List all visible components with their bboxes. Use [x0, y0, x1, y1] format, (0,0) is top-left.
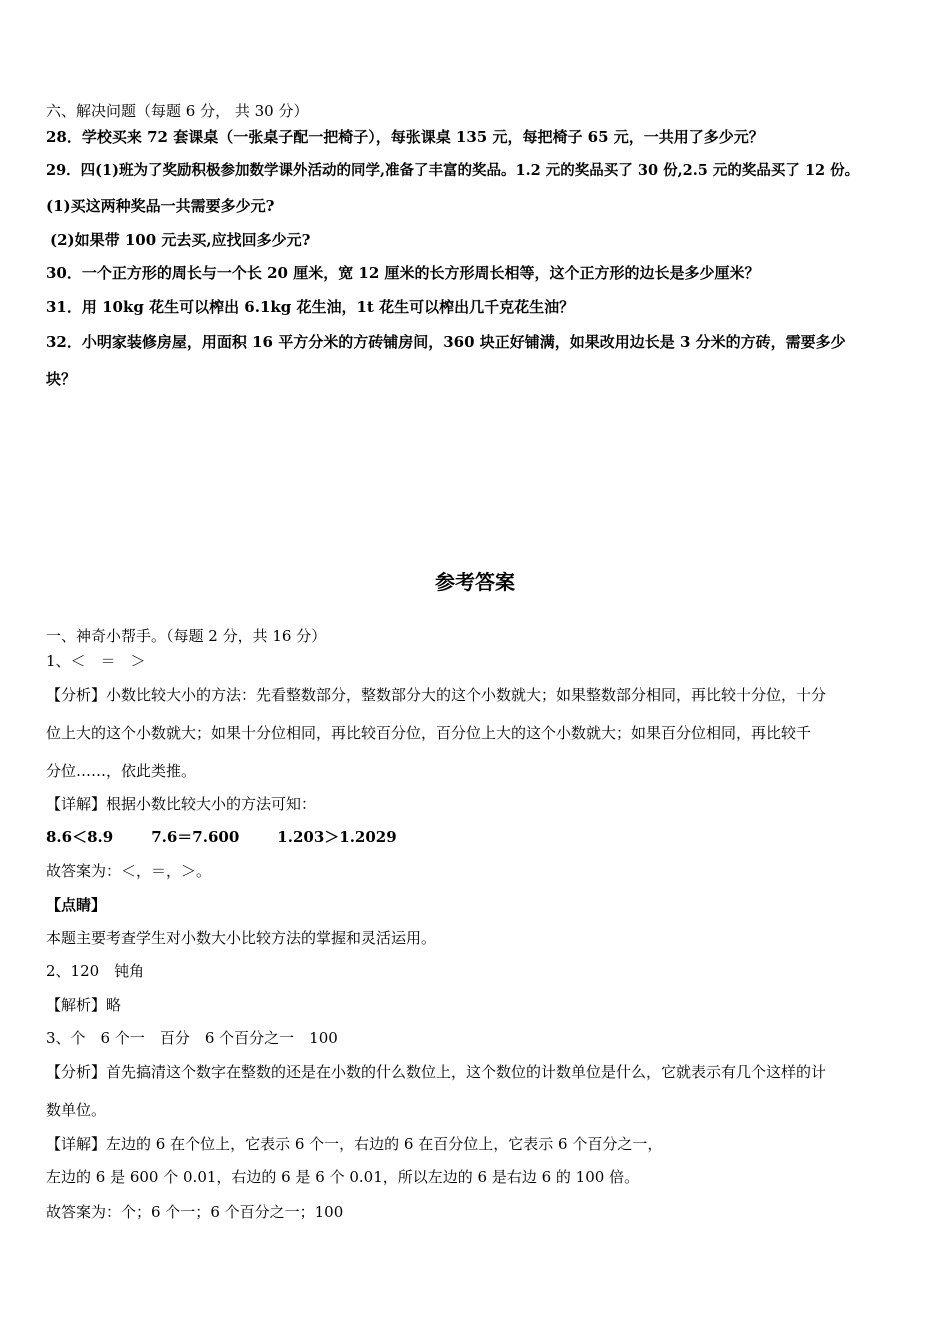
answer-1-detail: 【详解】根据小数比较大小的方法可知： [46, 795, 317, 813]
answer-1-analysis-line3: 分位……，依此类推。 [46, 762, 197, 780]
answer-2-analysis: 【解析】略 [46, 996, 122, 1014]
answer-3-analysis-line2: 数单位。 [46, 1101, 107, 1119]
answer-1-conclusion: 故答案为：＜，＝，＞。 [46, 862, 212, 880]
question-29-part1: (1)买这两种奖品一共需要多少元? [46, 197, 275, 215]
answer-3-analysis-line1: 【分析】首先搞清这个数字在整数的还是在小数的什么数位上，这个数位的计数单位是什么，它就表示有几个这样的计 [46, 1063, 827, 1081]
answer-2: 2、120 钝角 [46, 962, 145, 980]
section1-heading: 一、神奇小帮手。（每题 2 分，共 16 分） [46, 627, 327, 645]
question-28: 28．学校买来 72 套课桌（一张桌子配一把椅子），每张课桌 135 元，每把椅子 65 元，一共用了多少元？ [46, 128, 764, 146]
comparison-2: 7.6＝7.600 [151, 828, 240, 846]
answer-1-tip: 本题主要考查学生对小数大小比较方法的掌握和灵活运用。 [46, 929, 437, 947]
answer-1-analysis-line2: 位上大的这个小数就大；如果十分位相同，再比较百分位，百分位上大的这个小数就大；如果百分位相同，再比较千 [46, 724, 812, 742]
section6-heading: 六、解决问题（每题 6 分， 共 30 分） [46, 102, 309, 120]
answer-1-tip-label: 【点睛】 [46, 896, 107, 914]
answer-3-detail-line2: 左边的 6 是 600 个 0.01，右边的 6 是 6 个 0.01，所以左边的 6 是右边 6 的 100 倍。 [46, 1168, 640, 1186]
question-32-line1: 32．小明家装修房屋，用面积 16 平方分米的方砖铺房间，360 块正好铺满，如果改用边长是 3 分米的方砖，需要多少 [46, 333, 846, 351]
comparison-3: 1.203＞1.2029 [277, 828, 397, 846]
answer-1-analysis-line1: 【分析】小数比较大小的方法：先看整数部分，整数部分大的这个小数就大；如果整数部分相同，再比较十分位，十分 [46, 686, 827, 704]
question-29: 29．四(1)班为了奖励积极参加数学课外活动的同学,准备了丰富的奖品。1.2 元的奖品买了 30 份,2.5 元的奖品买了 12 份。 [46, 162, 860, 179]
question-29-part2: (2)如果带 100 元去买,应找回多少元? [50, 231, 311, 249]
answer-3: 3、个 6 个一 百分 6 个百分之一 100 [46, 1029, 338, 1047]
answer-3-detail-line1: 【详解】左边的 6 在个位上，它表示 6 个一，右边的 6 在百分位上，它表示 6 个百分之一， [46, 1135, 663, 1153]
answer-1-comparisons [46, 828, 397, 846]
answer-1: 1、＜ ＝ ＞ [46, 652, 146, 670]
question-30: 30．一个正方形的周长与一个长 20 厘米，宽 12 厘米的长方形周长相等，这个正方形的边长是多少厘米？ [46, 264, 760, 282]
question-32-line2: 块？ [46, 370, 77, 388]
comparison-1: 8.6＜8.9 [46, 828, 114, 846]
answer-3-conclusion: 故答案为：个；6 个一；6 个百分之一；100 [46, 1203, 344, 1221]
answers-title: 参考答案 [435, 570, 515, 594]
question-31: 31．用 10kg 花生可以榨出 6.1kg 花生油，1t 花生可以榨出几千克花生油？ [46, 298, 575, 316]
